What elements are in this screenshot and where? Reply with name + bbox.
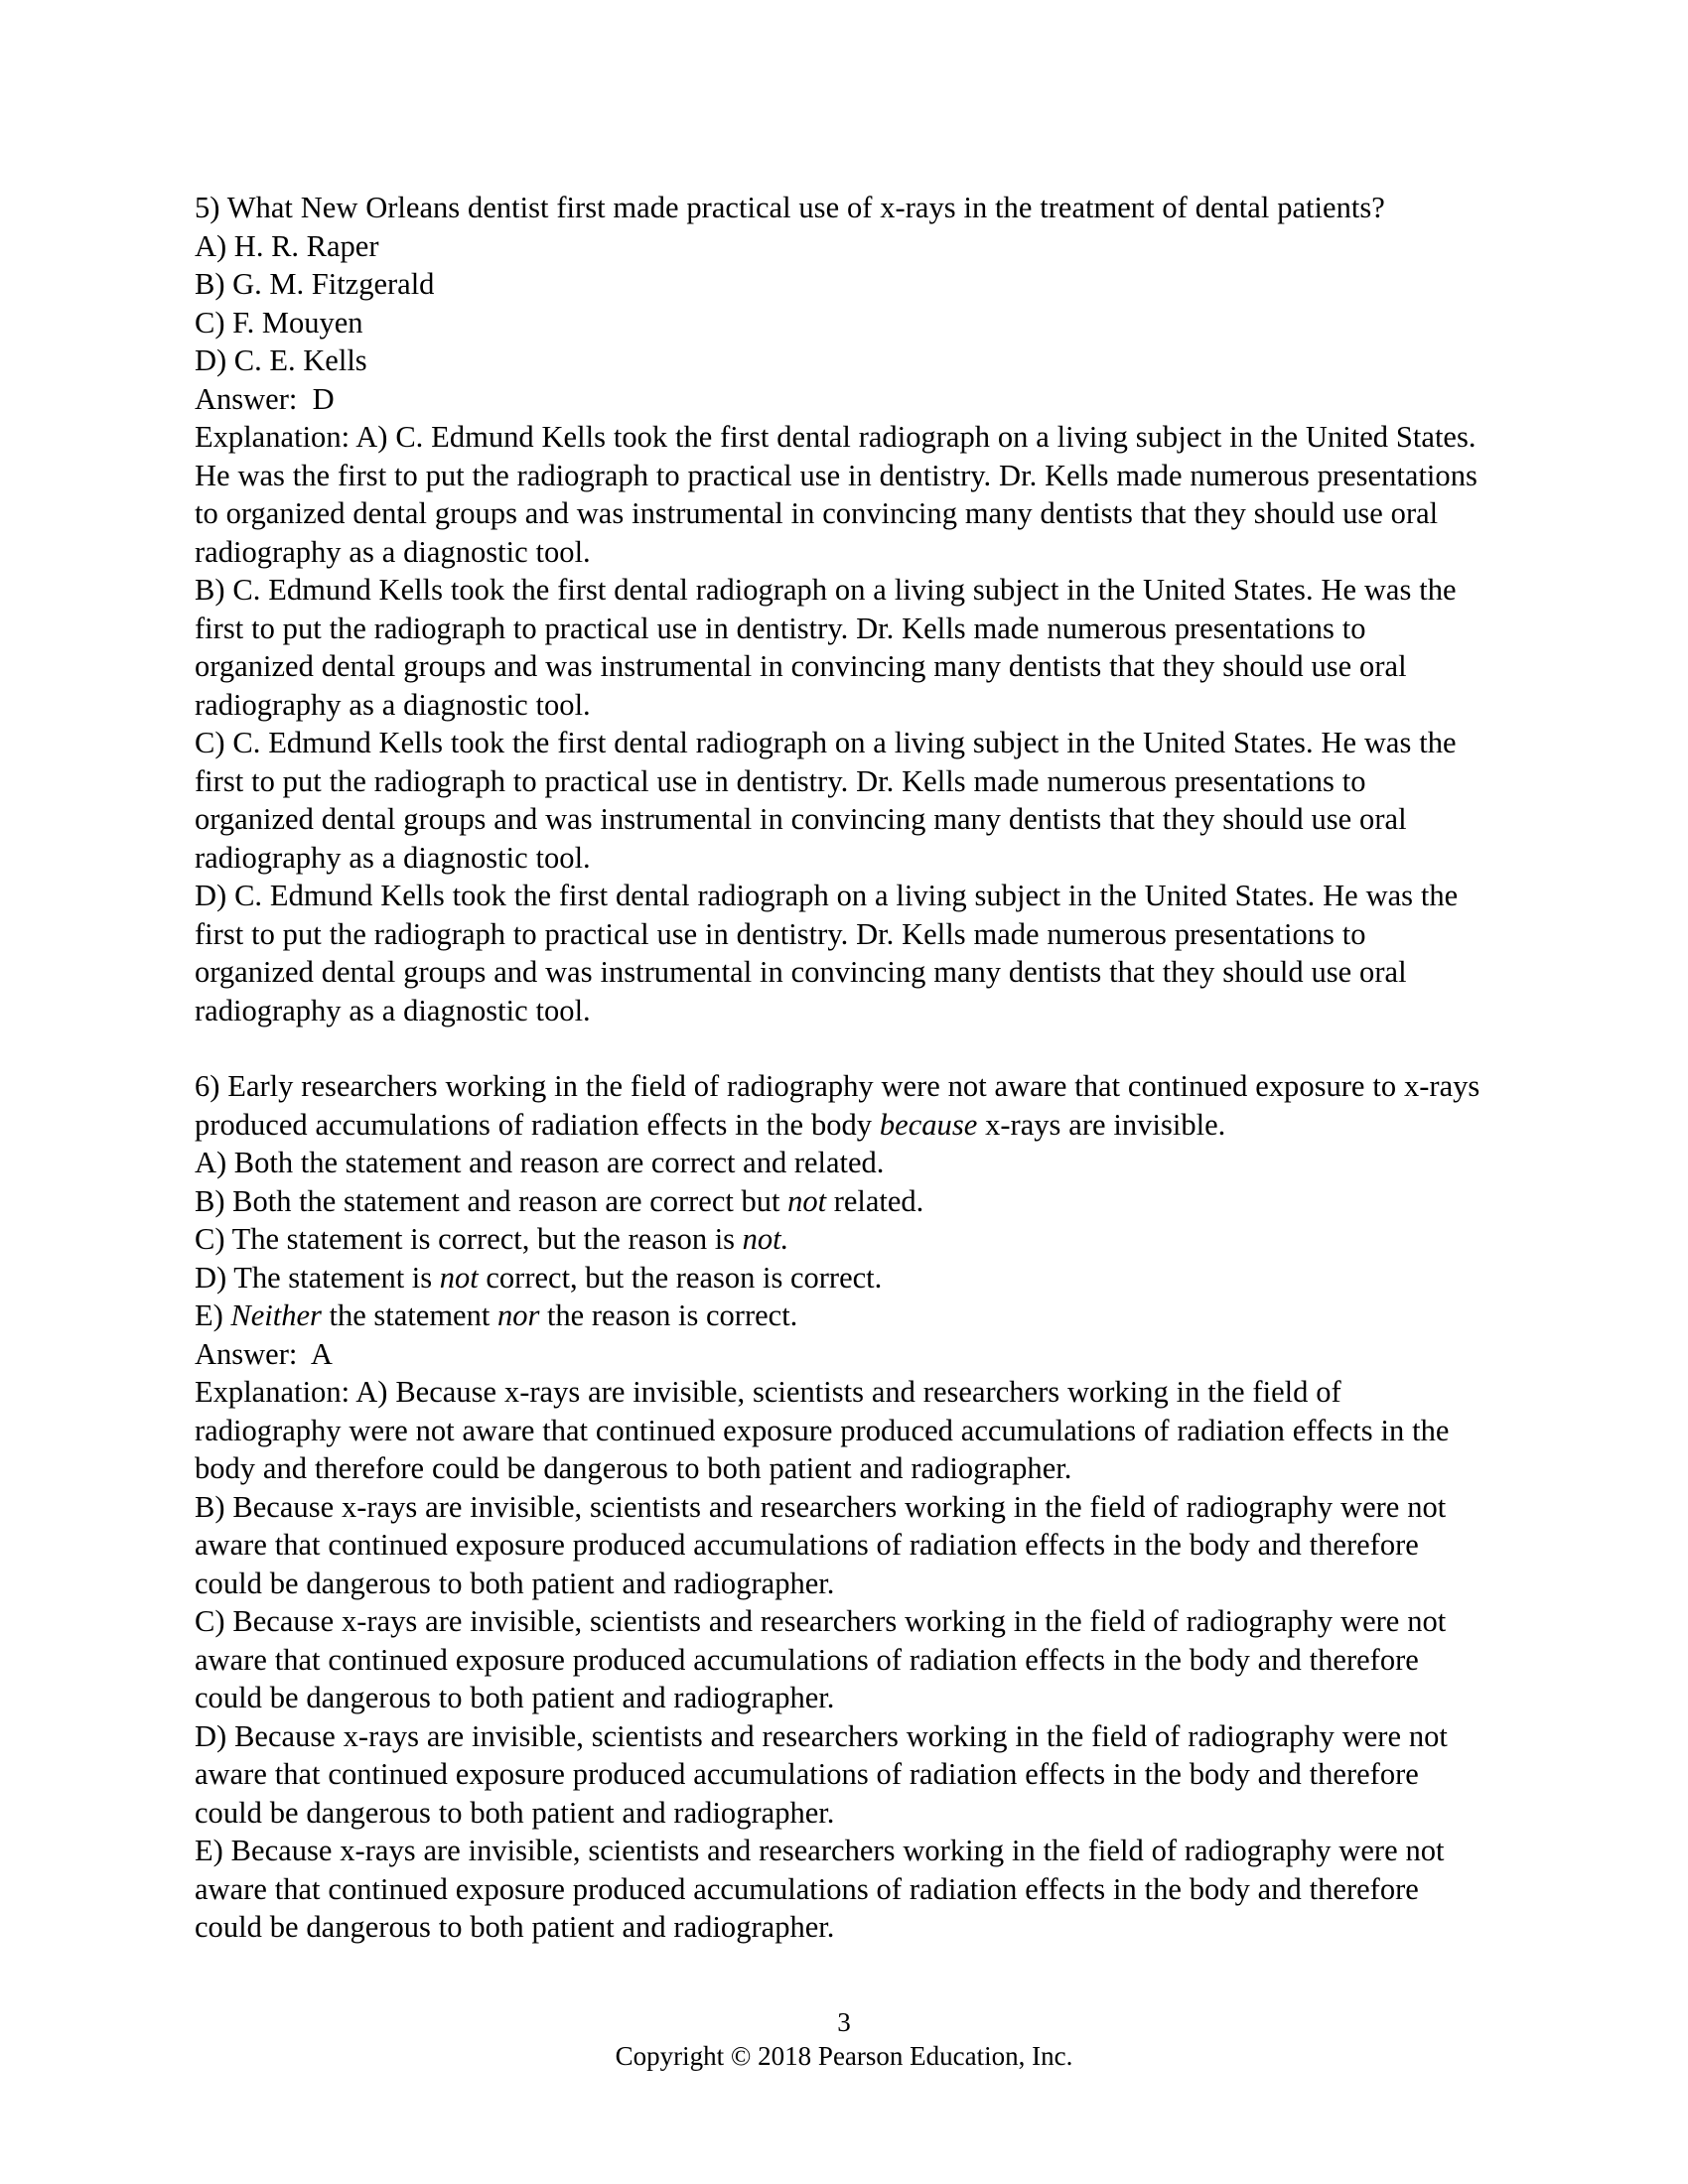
option-d-text-post: correct, but the reason is correct. <box>478 1260 883 1295</box>
question-6-explanation-a: Explanation: A) Because x-rays are invisible, scientists and researchers working in the field of radiography were not aware that continued exposure produced accumulations of radiation effects in the body and therefore could be dangerous to both patient and radiographer. <box>195 1375 1450 1485</box>
option-b-text-post: related. <box>826 1183 924 1218</box>
question-6-stem <box>195 1067 1485 1144</box>
question-5-explanation-d: D) C. Edmund Kells took the first dental radiograph on a living subject in the United States. He was the first to put the radiograph to practical use in dentistry. Dr. Kells made numerous presentations to organized dental groups and was instrumental in convincing many dentists that they should use oral radiography as a diagnostic tool. <box>195 879 1459 1027</box>
option-e-emphasis-2: nor <box>496 1298 540 1332</box>
option-e-text-mid: the statement <box>321 1298 497 1332</box>
copyright-notice: Copyright © 2018 Pearson Education, Inc. <box>615 2041 1073 2071</box>
question-block-5 <box>195 189 1485 1029</box>
option-e-emphasis-1: Neither <box>230 1298 322 1332</box>
question-block-6 <box>195 1067 1485 1947</box>
option-b-text-pre: B) Both the statement and reason are correct but <box>195 1183 788 1218</box>
question-6-option-c[interactable] <box>195 1220 1485 1259</box>
question-6-explanation-c: C) Because x-rays are invisible, scientists and researchers working in the field of radiography were not aware that continued exposure produced accumulations of radiation effects in the body and therefore could be dangerous to both patient and radiographer. <box>195 1604 1447 1714</box>
question-6-explanation-e: E) Because x-rays are invisible, scientists and researchers working in the field of radiography were not aware that continued exposure produced accumulations of radiation effects in the body and therefore could be dangerous to both patient and radiographer. <box>195 1834 1445 1944</box>
question-5-answer: Answer: D <box>195 381 335 416</box>
question-6-explanation-d: D) Because x-rays are invisible, scientists and researchers working in the field of radiography were not aware that continued exposure produced accumulations of radiation effects in the body and therefore could be dangerous to both patient and radiographer. <box>195 1718 1448 1830</box>
question-5-option-b[interactable]: B) G. M. Fitzgerald <box>195 267 435 301</box>
question-6-answer: Answer: A <box>195 1336 333 1371</box>
option-d-text-pre: D) The statement is <box>195 1260 440 1295</box>
question-5-explanation-b: B) C. Edmund Kells took the first dental radiograph on a living subject in the United States. He was the first to put the radiograph to practical use in dentistry. Dr. Kells made numerous presentations to organized dental groups and was instrumental in convincing many dentists that they should use oral radiography as a diagnostic tool. <box>195 573 1457 722</box>
question-5-explanation-c: C) C. Edmund Kells took the first dental radiograph on a living subject in the United States. He was the first to put the radiograph to practical use in dentistry. Dr. Kells made numerous presentations to organized dental groups and was instrumental in convincing many dentists that they should use oral radiography as a diagnostic tool. <box>195 726 1457 875</box>
option-d-emphasis: not <box>439 1260 479 1295</box>
option-e-text-pre: E) <box>195 1298 231 1332</box>
option-e-text-post: the reason is correct. <box>539 1298 798 1332</box>
question-5-option-c[interactable]: C) F. Mouyen <box>195 305 363 340</box>
page-number: 3 <box>837 2007 851 2037</box>
option-c-text-pre: C) The statement is correct, but the reason is <box>195 1222 743 1256</box>
question-6-stem-emphasis: because <box>879 1107 978 1142</box>
question-5-stem: 5) What New Orleans dentist first made practical use of x-rays in the treatment of dental patients? <box>195 191 1385 224</box>
option-a-text: A) Both the statement and reason are correct and related. <box>195 1146 885 1179</box>
question-6-option-a[interactable] <box>195 1144 1485 1182</box>
question-6-stem-part2: x-rays are invisible. <box>977 1107 1226 1142</box>
question-6-explanation-b: B) Because x-rays are invisible, scientists and researchers working in the field of radiography were not aware that continued exposure produced accumulations of radiation effects in the body and therefore could be dangerous to both patient and radiographer. <box>195 1489 1447 1600</box>
option-b-emphasis: not <box>787 1183 827 1218</box>
question-6-stem-part1: 6) Early researchers working in the field of radiography were not aware that continued exposure to x-rays produced accumulations of radiation effects in the body <box>195 1069 1480 1142</box>
question-spacer <box>195 1029 1485 1067</box>
question-5-option-a[interactable]: A) H. R. Raper <box>195 228 379 263</box>
question-6-option-d[interactable] <box>195 1259 1485 1297</box>
page-footer <box>0 2005 1688 2073</box>
question-5-option-d[interactable]: D) C. E. Kells <box>195 343 367 377</box>
option-c-emphasis: not. <box>742 1222 789 1256</box>
question-6-option-b[interactable] <box>195 1182 1485 1221</box>
question-5-explanation-a: Explanation: A) C. Edmund Kells took the first dental radiograph on a living subject in the United States. He was the first to put the radiograph to practical use in dentistry. Dr. Kells made numerous presentations to organized dental groups and was instrumental in convincing many dentists that they should use oral radiography as a diagnostic tool. <box>195 420 1477 569</box>
page-content <box>195 189 1485 1947</box>
question-6-option-e[interactable] <box>195 1297 1485 1335</box>
